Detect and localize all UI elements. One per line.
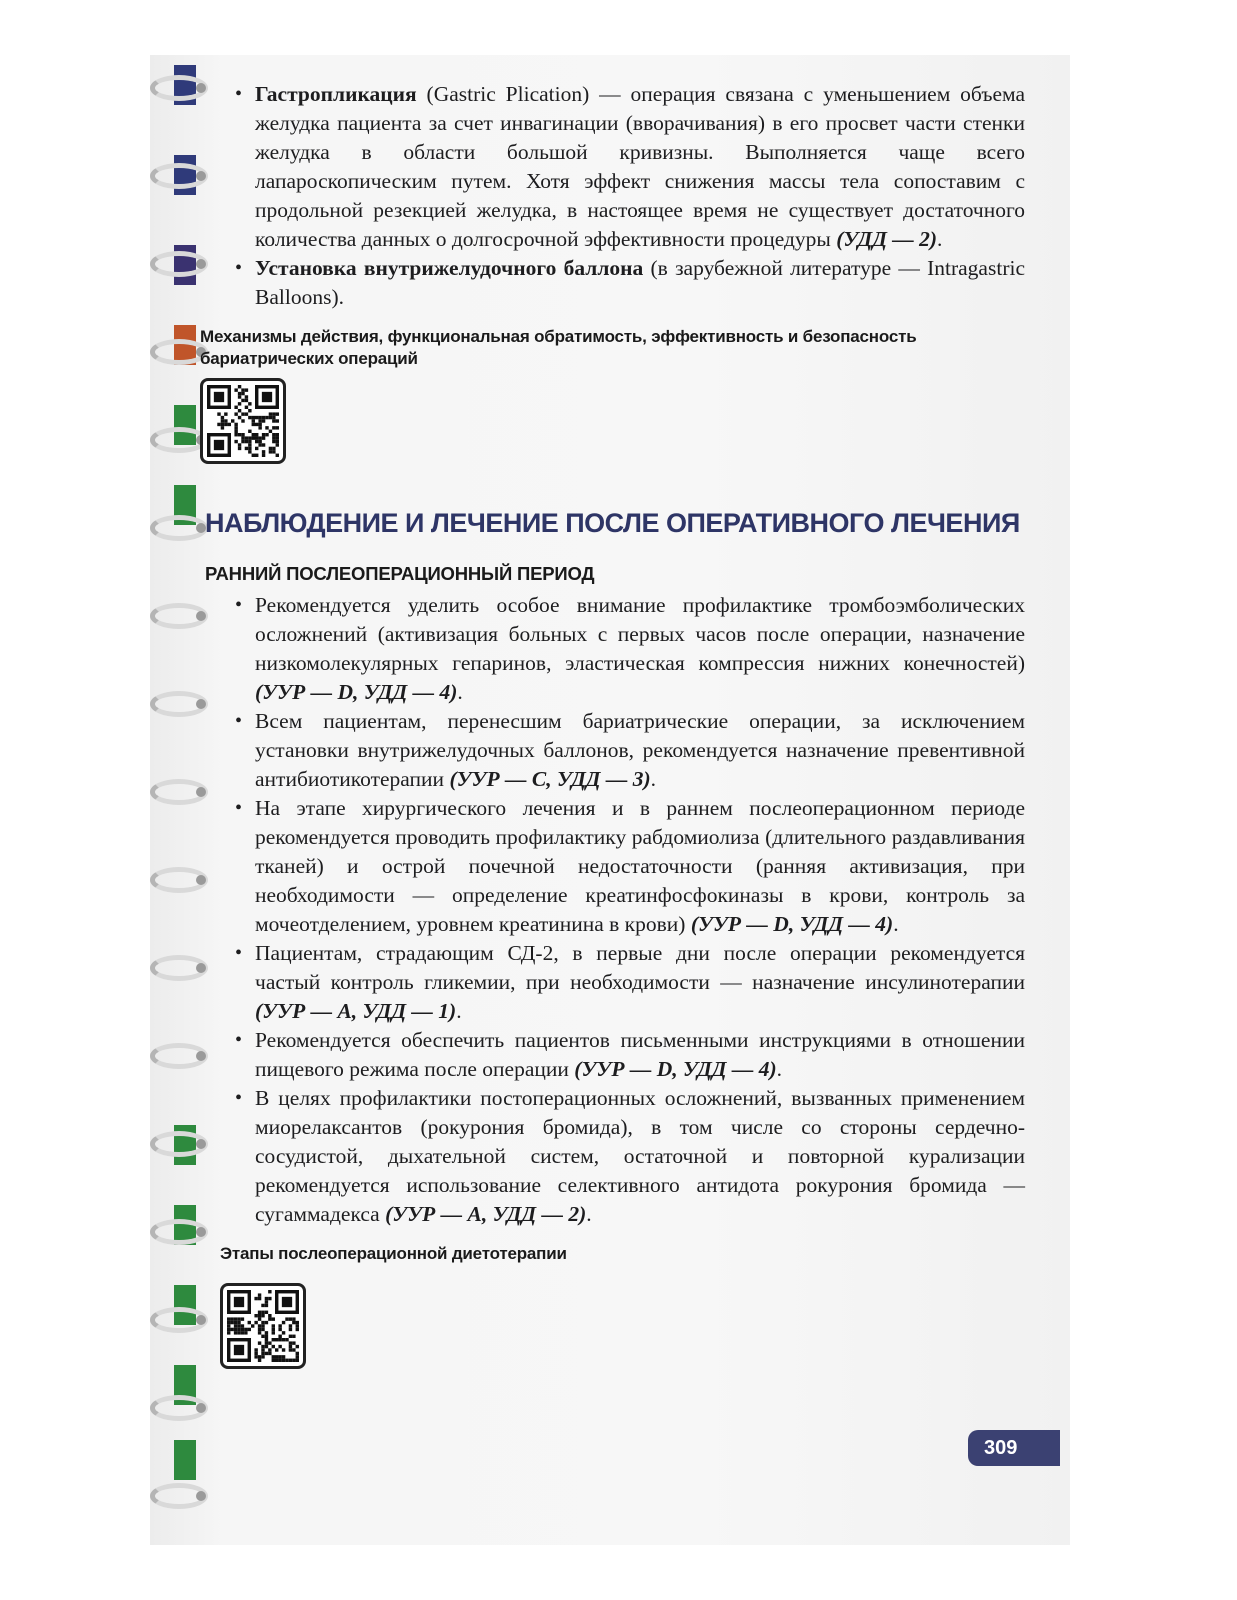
qr-block-1 <box>200 326 1025 464</box>
page-number: 309 <box>968 1430 1060 1466</box>
qr-code-icon[interactable] <box>200 378 286 464</box>
evidence-level: (УУР — А, УДД — 2) <box>385 1202 587 1226</box>
binding-hole <box>196 963 206 973</box>
list-item: • На этапе хирургического лечения и в раннем послеоперационном периоде рекомендуется проводить профилактику рабдомиолиза (длительного раздавливания тканей) и острой почечной недостаточности (ранняя активизация, при необходимости — определение креатинфосфокиназы в крови, контроль за мочеотделением, уровнем креатинина в крови) (УУР — D, УДД — 4). <box>235 794 1025 939</box>
binding-hole <box>196 787 206 797</box>
term: Установка внутрижелудочного баллона <box>255 256 644 280</box>
section-tab <box>174 1440 196 1480</box>
list-item: • Рекомендуется уделить особое внимание профилактике тромбоэмболических осложнений (активизация больных с первых часов после операции, назначение низкомолекулярных гепаринов, эластическая компрессия нижних конечностей) (УУР — D, УДД — 4). <box>235 591 1025 707</box>
bullet-gastric-plication: • Гастропликация (Gastric Plication) — операция связана с уменьшением объема желудка пациента за счет инвагинации (вворачивания) в его просвет части стенки желудка в области большой кривизны. Выполняется чаще всего лапароскопическим путем. Хотя эффект снижения массы тела сопоставим с продольной резекцией желудка, в настоящее время не существует достаточного количества данных о долгосрочной эффективности процедуры (УДД — 2). <box>235 80 1025 254</box>
evidence-level: (УДД — 2) <box>836 227 938 251</box>
qr-code-icon[interactable] <box>220 1283 306 1369</box>
recommendations-list <box>235 591 1025 1229</box>
section <box>205 508 1025 585</box>
binding-hole <box>196 171 206 181</box>
evidence-level: (УУР — С, УДД — 3) <box>449 767 651 791</box>
binding-hole <box>196 1051 206 1061</box>
page-content <box>200 80 1025 1369</box>
binding-hole <box>196 1403 206 1413</box>
subsection-title: РАННИЙ ПОСЛЕОПЕРАЦИОННЫЙ ПЕРИОД <box>205 563 595 584</box>
qr-block-2 <box>220 1243 1025 1369</box>
binding-hole <box>196 1315 206 1325</box>
evidence-level: (УУР — D, УДД — 4) <box>690 912 894 936</box>
list-item: • Пациентам, страдающим СД-2, в первые дни после операции рекомендуется частый контроль гликемии, при необходимости — назначение инсулинотерапии (УУР — А, УДД — 1). <box>235 939 1025 1026</box>
evidence-level: (УУР — D, УДД — 4) <box>255 680 458 704</box>
binding-hole <box>196 1139 206 1149</box>
binding-hole <box>196 1491 206 1501</box>
evidence-level: (УУР — А, УДД — 1) <box>255 999 457 1023</box>
list-item: • Всем пациентам, перенесшим бариатрические операции, за исключением установки внутрижелудочных баллонов, рекомендуется назначение превентивной антибиотикотерапии (УУР — С, УДД — 3). <box>235 707 1025 794</box>
evidence-level: (УУР — D, УДД — 4) <box>574 1057 777 1081</box>
binding-hole <box>196 83 206 93</box>
qr-caption: Механизмы действия, функциональная обратимость, эффективность и безопасность бариатрических операций <box>200 327 917 368</box>
binding-hole <box>196 699 206 709</box>
bullet-intragastric-balloon: • Установка внутрижелудочного баллона (в зарубежной литературе — Intragastric Balloons). <box>235 254 1025 312</box>
binding-hole <box>196 875 206 885</box>
list-item: • Рекомендуется обеспечить пациентов письменными инструкциями в отношении пищевого режима после операции (УУР — D, УДД — 4). <box>235 1026 1025 1084</box>
binding-hole <box>196 259 206 269</box>
binding-hole <box>196 1227 206 1237</box>
list-item: • В целях профилактики постоперационных осложнений, вызванных применением миорелаксантов (рокурония бромида), в том числе со стороны сердечно-сосудистой, дыхательной систем, остаточной и повторной курализации рекомендуется использование селективного антидота рокурония бромида — сугаммадекса (УУР — А, УДД — 2). <box>235 1084 1025 1229</box>
section-title: НАБЛЮДЕНИЕ И ЛЕЧЕНИЕ ПОСЛЕ ОПЕРАТИВНОГО ЛЕЧЕНИЯ <box>205 508 1020 538</box>
qr-caption: Этапы послеоперационной диетотерапии <box>220 1244 567 1263</box>
binding-hole <box>196 611 206 621</box>
spiral-binding <box>150 55 220 1545</box>
term: Гастропликация <box>255 82 417 106</box>
